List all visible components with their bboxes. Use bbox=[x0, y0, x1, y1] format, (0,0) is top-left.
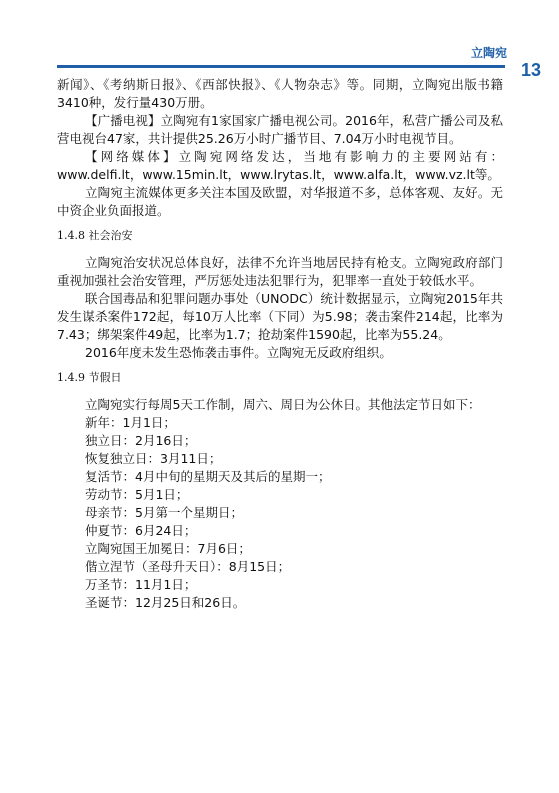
media-paragraph-continued: 新闻》、《考纳斯日报》、《西部快报》、《人物杂志》等。同期，立陶宛出版书籍3410种，发行量430万册。 bbox=[57, 77, 503, 110]
security-paragraph-3: 2016年度未发生恐怖袭击事件。立陶宛无反政府组织。 bbox=[85, 345, 392, 360]
list-item: 母亲节：5月第一个星期日； bbox=[85, 505, 243, 520]
list-item: 独立日：2月16日； bbox=[85, 433, 197, 448]
holiday-list bbox=[57, 414, 503, 612]
list-item: 万圣节：11月1日； bbox=[85, 577, 197, 592]
list-item: 恢复独立日：3月11日； bbox=[85, 451, 222, 466]
section-heading-public-security: 1.4.8 社会治安 bbox=[57, 229, 133, 242]
security-paragraph-2: 联合国毒品和犯罪问题办事处（UNODC）统计数据显示，立陶宛2015年共发生谋杀案件172起，每10万人比率（下同）为5.98；袭击案件214起，比率为7.43；绑架案件49起，比率为1.7；抢劫案件1590起，比率为55.24。 bbox=[57, 291, 503, 342]
list-item: 圣诞节：12月25日和26日。 bbox=[85, 595, 246, 610]
section-heading-holidays: 1.4.9 节假日 bbox=[57, 371, 122, 384]
page-content bbox=[57, 76, 503, 612]
online-media-paragraph: 【网络媒体】立陶宛网络发达，当地有影响力的主要网站有：www.delfi.lt，www.15min.lt，www.lrytas.lt，www.alfa.lt，www.vz.lt等。 bbox=[57, 149, 503, 182]
list-item: 仲夏节：6月24日； bbox=[85, 523, 197, 538]
list-item: 立陶宛国王加冕日：7月6日； bbox=[85, 541, 251, 556]
chapter-title: 立陶宛 bbox=[470, 46, 507, 60]
list-item: 新年：1月1日； bbox=[85, 415, 176, 430]
mainstream-media-paragraph: 立陶宛主流媒体更多关注本国及欧盟，对华报道不多，总体客观、友好。无中资企业负面报道。 bbox=[57, 185, 503, 218]
security-paragraph-1: 立陶宛治安状况总体良好，法律不允许当地居民持有枪支。立陶宛政府部门重视加强社会治安管理，严厉惩处违法犯罪行为，犯罪率一直处于较低水平。 bbox=[57, 255, 503, 288]
list-item: 复活节：4月中旬的星期天及其后的星期一； bbox=[85, 469, 331, 484]
list-item: 偕立涅节（圣母升天日）：8月15日； bbox=[85, 559, 291, 574]
header-rule bbox=[57, 65, 505, 68]
list-item: 劳动节：5月1日； bbox=[85, 487, 189, 502]
broadcast-paragraph: 【广播电视】立陶宛有1家国家广播电视公司。2016年，私营广播公司及私营电视台47家，共计提供25.26万小时广播节目、7.04万小时电视节目。 bbox=[57, 113, 503, 146]
page-number: 13 bbox=[520, 60, 541, 80]
holidays-intro: 立陶宛实行每周5天工作制，周六、周日为公休日。其他法定节日如下： bbox=[85, 397, 481, 412]
